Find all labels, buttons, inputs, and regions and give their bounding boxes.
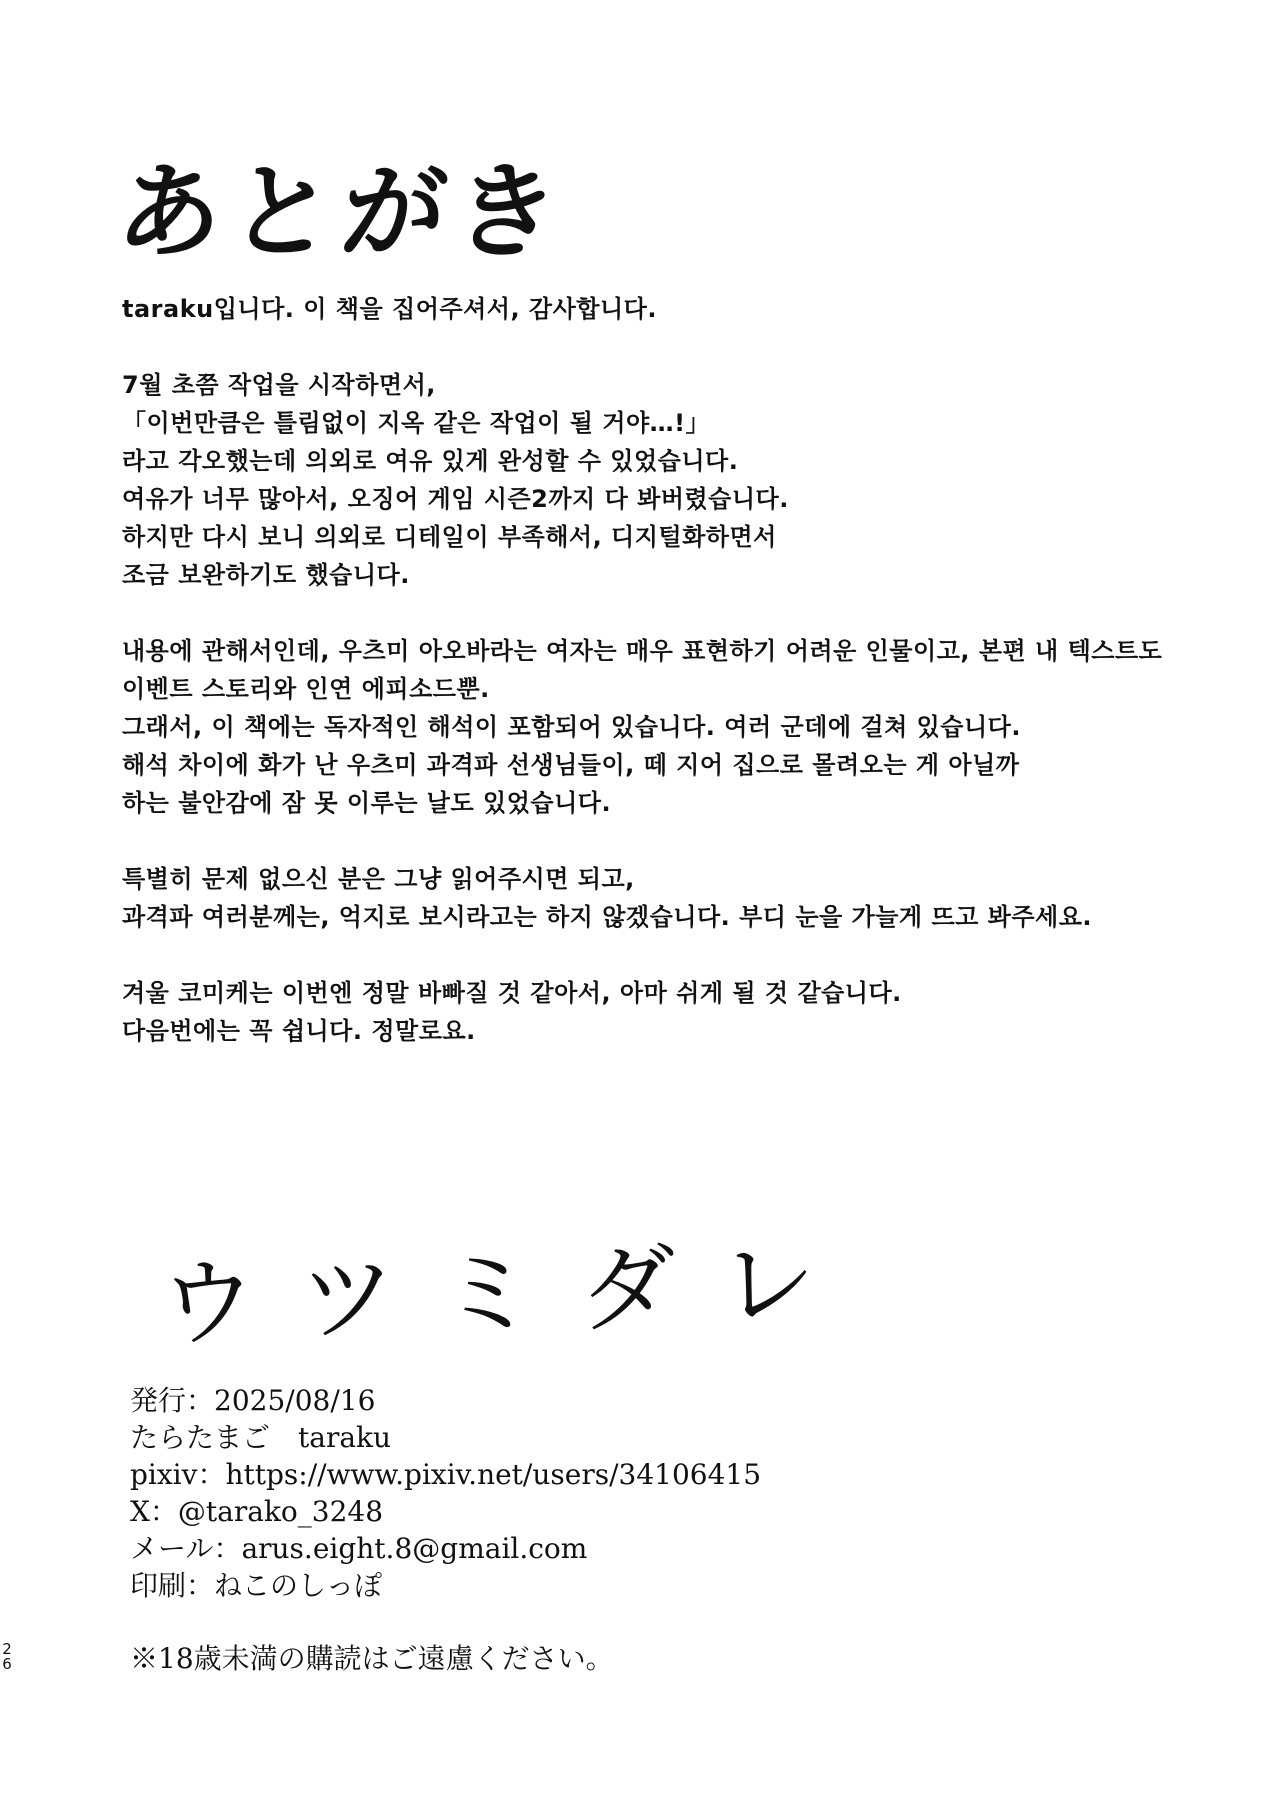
afterword-body: [122, 290, 1242, 1088]
pixiv-link: pixiv：https://www.pixiv.net/users/34106415: [130, 1458, 762, 1491]
age-notice: ※18歳未満の購読はご遠慮ください。: [130, 1642, 614, 1675]
paragraph-content: [122, 632, 1242, 822]
body-line: taraku입니다. 이 책을 집어주셔서, 감사합니다.: [122, 295, 657, 323]
paragraph-comiket: [122, 974, 1242, 1050]
body-line: 라고 각오했는데 의외로 여유 있게 완성할 수 있었습니다.: [122, 447, 739, 475]
body-line: 조금 보완하기도 했습니다.: [122, 561, 410, 589]
circle-name: たらたまご taraku: [130, 1421, 392, 1454]
paragraph-greeting: [122, 290, 1242, 328]
publish-date: 発行：2025/08/16: [130, 1384, 376, 1417]
book-title: ウツミダレ: [158, 1224, 862, 1362]
body-line: 하지만 다시 보니 의외로 디테일이 부족해서, 디지털화하면서: [122, 523, 777, 551]
body-line: 7월 초쯤 작업을 시작하면서,: [122, 371, 436, 399]
body-line: 「이번만큼은 틀림없이 지옥 같은 작업이 될 거야…!」: [122, 409, 711, 437]
body-line: 여유가 너무 많아서, 오징어 게임 시즌2까지 다 봐버렸습니다.: [122, 485, 789, 513]
page-number: 26: [2, 1640, 12, 1673]
colophon: [130, 1382, 761, 1604]
body-line: 겨울 코미케는 이번엔 정말 바빠질 것 같아서, 아마 쉬게 될 것 같습니다.: [122, 979, 902, 1007]
x-handle: X：@tarako_3248: [130, 1495, 384, 1528]
body-line: 다음번에는 꼭 쉽니다. 정말로요.: [122, 1017, 476, 1045]
body-line: 하는 불안감에 잠 못 이루는 날도 있었습니다.: [122, 789, 612, 817]
mail-address: メール：arus.eight.8@gmail.com: [130, 1532, 588, 1565]
afterword-heading: あとがき: [111, 150, 573, 273]
body-line: 해석 차이에 화가 난 우츠미 과격파 선생님들이, 떼 지어 집으로 몰려오는 게 아닐까: [122, 751, 1020, 779]
body-line: 과격파 여러분께는, 억지로 보시라고는 하지 않겠습니다. 부디 눈을 가늘게 뜨고 봐주세요.: [122, 903, 1093, 931]
printer-name: 印刷：ねこのしっぽ: [130, 1569, 383, 1602]
paragraph-production: [122, 366, 1242, 594]
body-line: 이벤트 스토리와 인연 에피소드뿐.: [122, 675, 490, 703]
paragraph-readers: [122, 860, 1242, 936]
body-line: 특별히 문제 없으신 분은 그냥 읽어주시면 되고,: [122, 865, 635, 893]
body-line: 그래서, 이 책에는 독자적인 해석이 포함되어 있습니다. 여러 군데에 걸쳐 있습니다.: [122, 713, 1021, 741]
body-line: 내용에 관해서인데, 우츠미 아오바라는 여자는 매우 표현하기 어려운 인물이고, 본편 내 텍스트도: [122, 637, 1163, 665]
